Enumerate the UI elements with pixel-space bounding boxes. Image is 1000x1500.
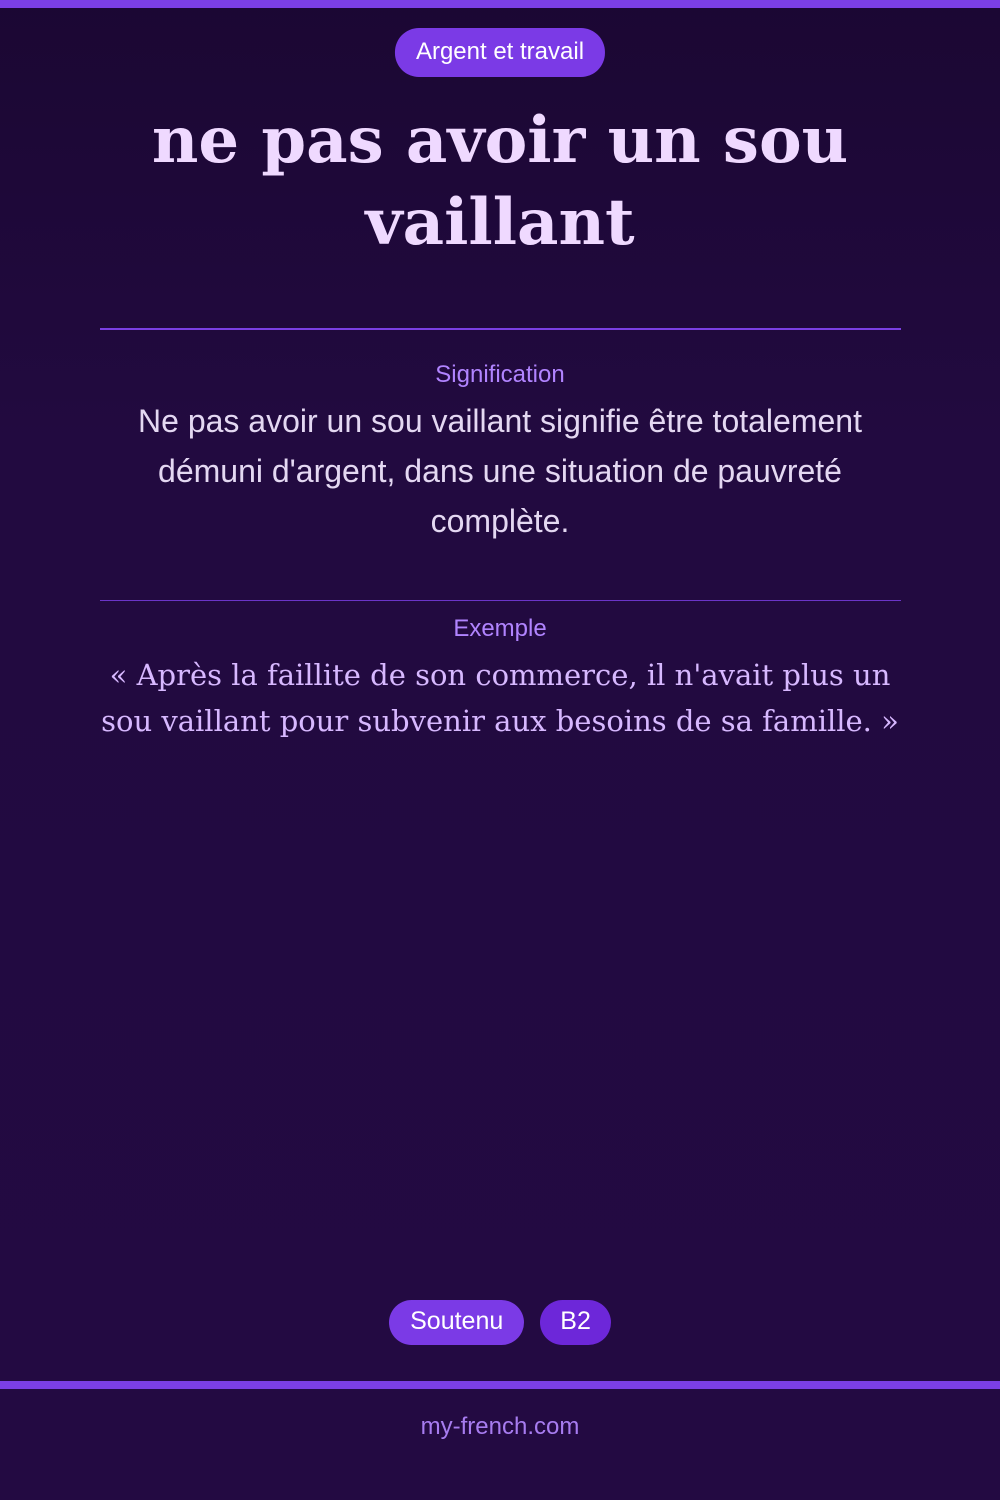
register-tag: Soutenu — [389, 1300, 524, 1345]
site-footer: my-french.com — [420, 1413, 580, 1440]
example-text: « Après la faillite de son commerce, il n'avait plus un sou vaillant pour subvenir aux besoins de sa famille. » — [101, 658, 899, 738]
meaning-text: Ne pas avoir un sou vaillant signifie être totalement démuni d'argent, dans une situation de pauvreté complète. — [138, 403, 862, 539]
title-divider — [100, 328, 901, 330]
expression-title: ne pas avoir un sou vaillant — [151, 103, 849, 260]
level-tag: B2 — [540, 1300, 611, 1345]
top-accent-bar — [0, 0, 1000, 8]
bottom-accent-bar — [0, 1381, 1000, 1389]
example-label: Exemple — [453, 615, 547, 642]
meaning-label: Signification — [435, 361, 565, 388]
category-badge: Argent et travail — [395, 28, 605, 77]
section-divider — [100, 600, 901, 601]
tag-list — [0, 1300, 1000, 1345]
